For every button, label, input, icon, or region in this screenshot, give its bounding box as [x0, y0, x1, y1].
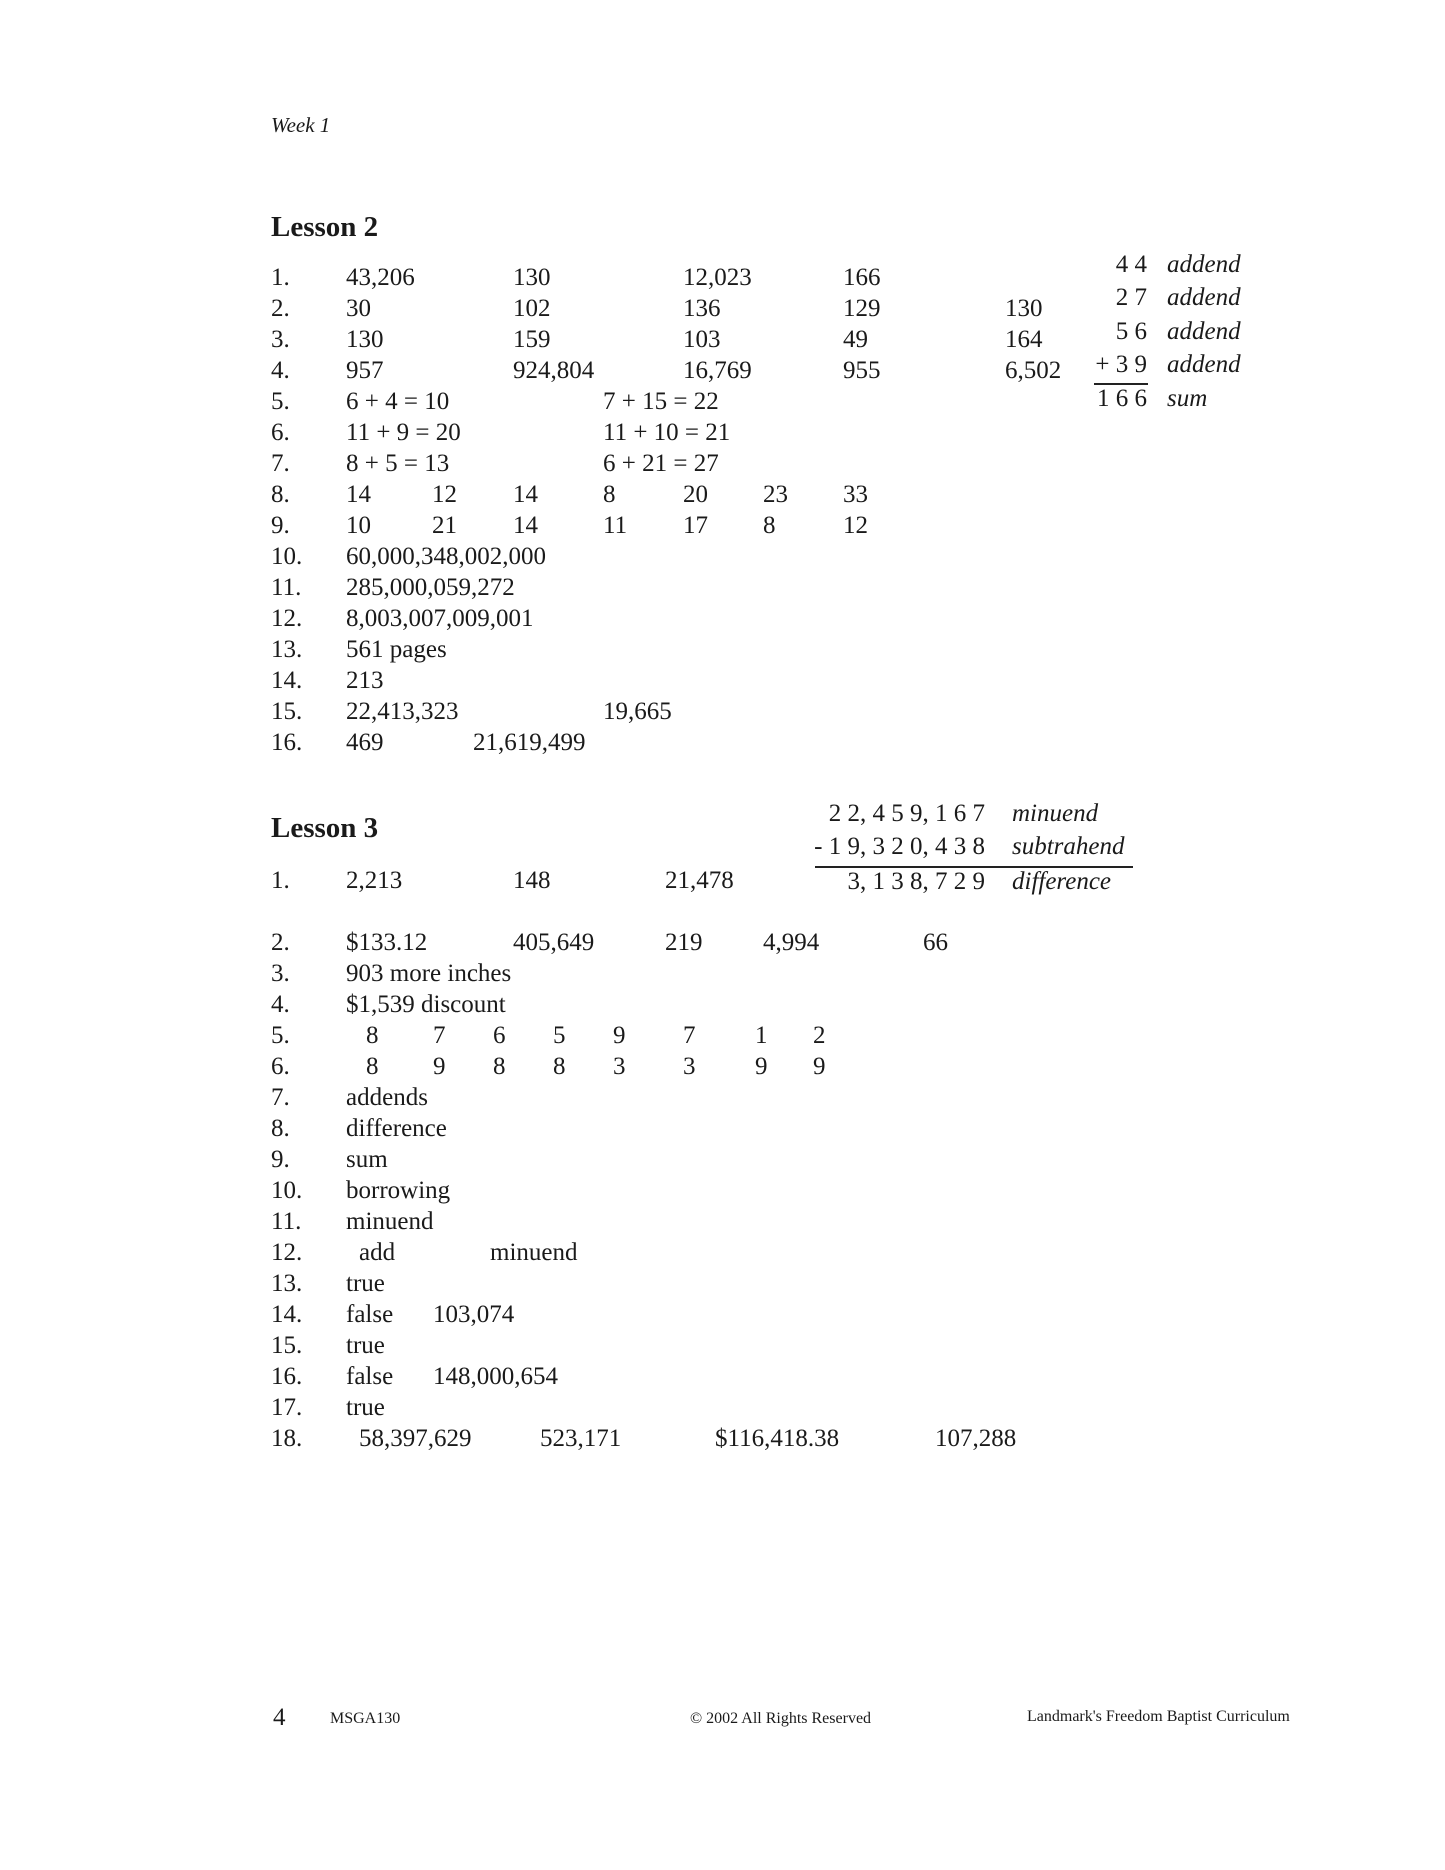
l3-row-number: 12. — [271, 1239, 303, 1266]
l3-answer: $133.12 — [346, 929, 428, 956]
l3-answer: 3 — [683, 1053, 696, 1080]
l2-answer: 8 — [603, 481, 616, 508]
l2-answer: 136 — [683, 295, 721, 322]
l2-row-number: 16. — [271, 729, 303, 756]
sum-label: sum — [1167, 385, 1208, 412]
l2-row-number: 10. — [271, 543, 303, 570]
addend-label: addend — [1167, 284, 1241, 311]
l3-answer: true — [346, 1394, 385, 1421]
l3-answer: borrowing — [346, 1177, 451, 1204]
l2-answer: 469 — [346, 729, 384, 756]
l3-row-number: 10. — [271, 1177, 303, 1204]
l2-answer: 6,502 — [1005, 357, 1062, 384]
l2-answer: 6 + 4 = 10 — [346, 388, 450, 415]
l2-row-number: 9. — [271, 512, 290, 539]
l3-row-number: 16. — [271, 1363, 303, 1390]
l2-answer: 130 — [513, 264, 551, 291]
l2-row-number: 13. — [271, 636, 303, 663]
l3-row-number: 14. — [271, 1301, 303, 1328]
l3-row-number: 8. — [271, 1115, 290, 1142]
l3-answer: 903 more inches — [346, 960, 512, 987]
difference-value: 3, 1 3 8, 7 2 9 — [847, 868, 985, 895]
subtrahend-label: subtrahend — [1012, 833, 1125, 860]
l2-answer: 103 — [683, 326, 721, 353]
l3-answer: minuend — [490, 1239, 578, 1266]
l3-answer: add — [359, 1239, 396, 1266]
l2-answer: 130 — [1005, 295, 1043, 322]
l3-answer: $1,539 discount — [346, 991, 506, 1018]
l3-row-number: 9. — [271, 1146, 290, 1173]
l3-answer: 4,994 — [763, 929, 820, 956]
l3-row-number: 17. — [271, 1394, 303, 1421]
l2-row-number: 12. — [271, 605, 303, 632]
l3-answer: 6 — [493, 1022, 506, 1049]
l2-answer: 22,413,323 — [346, 698, 459, 725]
page-number: 4 — [273, 1704, 286, 1731]
l2-row-number: 5. — [271, 388, 290, 415]
l2-answer: 8 + 5 = 13 — [346, 450, 450, 477]
l3-row-number: 13. — [271, 1270, 303, 1297]
l2-answer: 12 — [432, 481, 457, 508]
l2-answer: 8 — [763, 512, 776, 539]
l2-row-number: 4. — [271, 357, 290, 384]
l2-answer: 11 + 10 = 21 — [603, 419, 731, 446]
l3-answer: 148 — [513, 867, 551, 894]
l2-row-number: 14. — [271, 667, 303, 694]
l3-answer: 9 — [755, 1053, 768, 1080]
l2-answer: 129 — [843, 295, 881, 322]
addend-value: 5 6 — [1115, 318, 1147, 345]
l2-answer: 159 — [513, 326, 551, 353]
week-label: Week 1 — [271, 113, 331, 137]
minuend-value: 2 2, 4 5 9, 1 6 7 — [828, 800, 985, 827]
l3-answer: difference — [346, 1115, 447, 1142]
l2-answer: 21,619,499 — [473, 729, 586, 756]
copyright: © 2002 All Rights Reserved — [690, 1710, 872, 1727]
l3-answer: 8 — [366, 1053, 379, 1080]
l3-answer: true — [346, 1270, 385, 1297]
l2-row-number: 6. — [271, 419, 290, 446]
course-code: MSGA130 — [330, 1710, 401, 1727]
l2-answer: 11 — [603, 512, 628, 539]
l2-answer: 17 — [683, 512, 708, 539]
l2-answer: 130 — [346, 326, 384, 353]
l2-answer: 21 — [432, 512, 457, 539]
addend-value: 4 4 — [1115, 251, 1147, 278]
l3-answer: 2,213 — [346, 867, 403, 894]
l3-answer: 148,000,654 — [433, 1363, 558, 1390]
sum-value: 1 6 6 — [1097, 385, 1147, 412]
l3-answer: 21,478 — [665, 867, 734, 894]
minuend-label: minuend — [1012, 800, 1099, 827]
l2-row-number: 3. — [271, 326, 290, 353]
addend-label: addend — [1167, 251, 1241, 278]
l2-answer: 14 — [346, 481, 371, 508]
l2-answer: 7 + 15 = 22 — [603, 388, 719, 415]
l3-row-number: 2. — [271, 929, 290, 956]
l2-answer: 955 — [843, 357, 881, 384]
l2-answer: 11 + 9 = 20 — [346, 419, 461, 446]
l3-row-number: 6. — [271, 1053, 290, 1080]
l2-row-number: 2. — [271, 295, 290, 322]
l3-answer: 66 — [923, 929, 948, 956]
l2-answer: 213 — [346, 667, 384, 694]
l2-answer: 33 — [843, 481, 868, 508]
l2-answer: 20 — [683, 481, 708, 508]
l2-answer: 60,000,348,002,000 — [346, 543, 546, 570]
l2-answer: 12,023 — [683, 264, 752, 291]
addend-value: 2 7 — [1115, 284, 1147, 311]
l3-answer: 107,288 — [935, 1425, 1017, 1452]
publisher: Landmark's Freedom Baptist Curriculum — [1027, 1708, 1290, 1725]
l2-row-number: 7. — [271, 450, 290, 477]
l3-answer: 103,074 — [433, 1301, 515, 1328]
l2-answer: 30 — [346, 295, 371, 322]
l3-answer: minuend — [346, 1208, 434, 1235]
l3-answer: 8 — [366, 1022, 379, 1049]
l2-answer: 166 — [843, 264, 881, 291]
l2-answer: 12 — [843, 512, 868, 539]
l3-answer: 8 — [553, 1053, 566, 1080]
l2-answer: 14 — [513, 481, 538, 508]
l3-answer: true — [346, 1332, 385, 1359]
l2-answer: 19,665 — [603, 698, 672, 725]
l3-answer: 5 — [553, 1022, 566, 1049]
l3-row-number: 15. — [271, 1332, 303, 1359]
l2-answer: 102 — [513, 295, 551, 322]
subtrahend-value: - 1 9, 3 2 0, 4 3 8 — [814, 833, 985, 860]
l3-answer: 1 — [755, 1022, 768, 1049]
l2-answer: 164 — [1005, 326, 1043, 353]
l2-answer: 957 — [346, 357, 384, 384]
l3-answer: 9 — [613, 1022, 626, 1049]
l2-row-number: 11. — [271, 574, 302, 601]
l2-answer: 6 + 21 = 27 — [603, 450, 719, 477]
addend-value: + 3 9 — [1095, 351, 1147, 378]
l2-answer: 924,804 — [513, 357, 595, 384]
l3-answer: 523,171 — [540, 1425, 622, 1452]
l3-row-number: 3. — [271, 960, 290, 987]
l3-answer: 405,649 — [513, 929, 595, 956]
lesson-2-title: Lesson 2 — [271, 211, 379, 243]
l3-answer: 2 — [813, 1022, 826, 1049]
l3-answer: 58,397,629 — [359, 1425, 472, 1452]
l2-answer: 8,003,007,009,001 — [346, 605, 534, 632]
l3-answer: 7 — [683, 1022, 696, 1049]
lesson-3-title: Lesson 3 — [271, 812, 379, 844]
l2-row-number: 8. — [271, 481, 290, 508]
l3-row-number: 18. — [271, 1425, 303, 1452]
l3-answer: sum — [346, 1146, 388, 1173]
l2-row-number: 15. — [271, 698, 303, 725]
l2-answer: 23 — [763, 481, 788, 508]
l3-row-number: 5. — [271, 1022, 290, 1049]
l3-answer: 8 — [493, 1053, 506, 1080]
l2-answer: 43,206 — [346, 264, 415, 291]
l3-answer: false — [346, 1363, 394, 1390]
l3-row-number: 7. — [271, 1084, 290, 1111]
l2-answer: 16,769 — [683, 357, 752, 384]
l2-answer: 561 pages — [346, 636, 447, 663]
l3-answer: 219 — [665, 929, 703, 956]
l3-answer: addends — [346, 1084, 428, 1111]
l3-row-number: 4. — [271, 991, 290, 1018]
l3-answer: $116,418.38 — [715, 1425, 840, 1452]
l3-row-number: 1. — [271, 867, 290, 894]
l2-answer: 14 — [513, 512, 538, 539]
difference-label: difference — [1012, 868, 1112, 895]
l3-answer: 9 — [813, 1053, 826, 1080]
addend-label: addend — [1167, 318, 1241, 345]
l2-row-number: 1. — [271, 264, 290, 291]
l3-row-number: 11. — [271, 1208, 302, 1235]
addend-label: addend — [1167, 351, 1241, 378]
l3-answer: false — [346, 1301, 394, 1328]
l2-answer: 285,000,059,272 — [346, 574, 515, 601]
l2-answer: 49 — [843, 326, 868, 353]
l3-answer: 3 — [613, 1053, 626, 1080]
l3-answer: 9 — [433, 1053, 446, 1080]
l3-answer: 7 — [433, 1022, 446, 1049]
l2-answer: 10 — [346, 512, 371, 539]
